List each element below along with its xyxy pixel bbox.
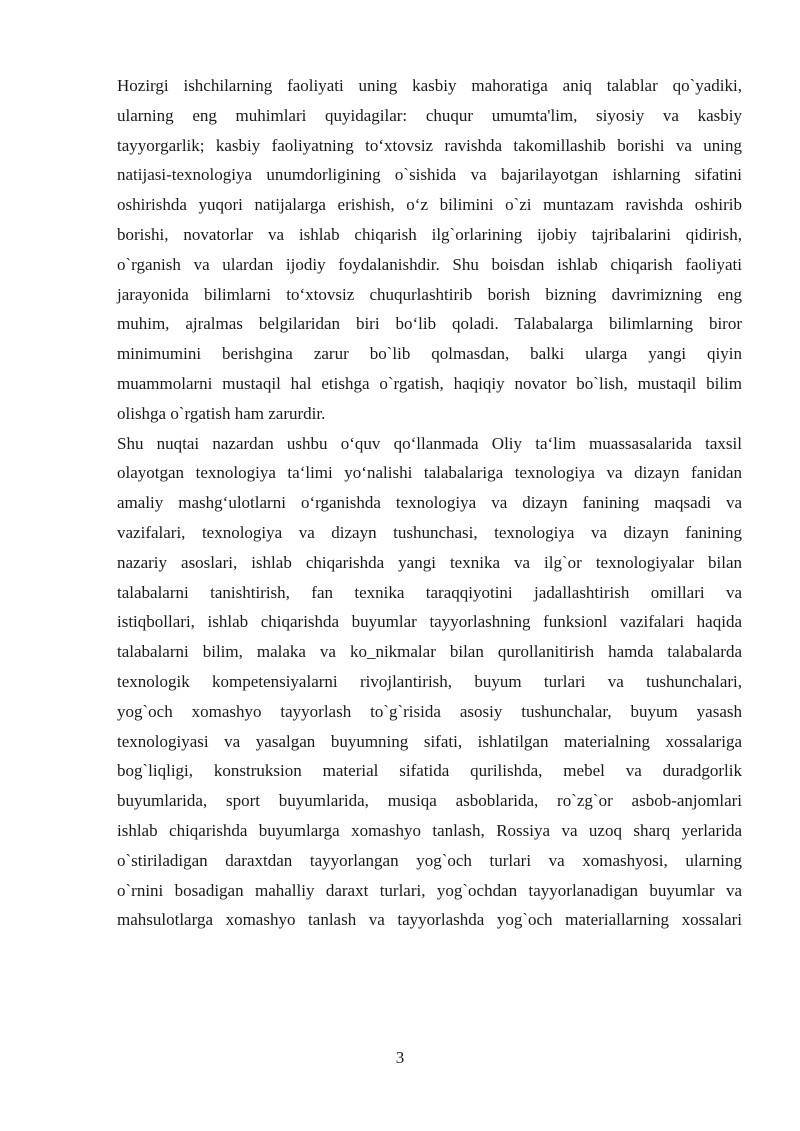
text-line: ishlab chiqarishda buyumlarga xomashyo tanlash, Rossiya va uzoq sharq yerlarida: [117, 820, 742, 840]
text-line: texnologiyasi va yasalgan buyumning sifati, ishlatilgan materialning xossalariga: [117, 731, 742, 751]
text-line: o`rnini bosadigan mahalliy daraxt turlari, yog`ochdan tayyorlanadigan buyumlar va: [117, 880, 742, 900]
text-line: amaliy mashg‘ulotlarni o‘rganishda texnologiya va dizayn fanining maqsadi va: [117, 493, 742, 513]
text-line: muammolarni mustaqil hal etishga o`rgatish, haqiqiy novator bo`lish, mustaqil bilim: [117, 373, 742, 393]
text-line: mahsulotlarga xomashyo tanlash va tayyorlashda yog`och materiallarning xossalari: [117, 910, 742, 930]
text-line: o`stiriladigan daraxtdan tayyorlangan yog`och turlari va xomashyosi, ularning: [117, 850, 742, 870]
text-line: borishi, novatorlar va ishlab chiqarish ilg`orlarining ijobiy tajribalarini qidirish,: [117, 224, 742, 244]
text-line: muhim, ajralmas belgilaridan biri bo‘lib qoladi. Talabalarga bilimlarning biror: [117, 314, 742, 334]
text-line: bog`liqligi, konstruksion material sifatida qurilishda, mebel va duradgorlik: [117, 761, 742, 781]
page-number: 3: [395, 1048, 405, 1067]
text-line: buyumlarida, sport buyumlarida, musiqa asboblarida, ro`zg`or asbob-anjomlari: [117, 791, 742, 811]
text-line: olayotgan texnologiya ta‘limi yo‘nalishi talabalariga texnologiya va dizayn fanidan: [117, 463, 742, 483]
body-text: [117, 71, 742, 935]
paragraph-2: [117, 429, 742, 936]
text-line: o`rganish va ulardan ijodiy foydalanishdir. Shu boisdan ishlab chiqarish faoliyati: [117, 254, 742, 274]
text-line: Shu nuqtai nazardan ushbu o‘quv qo‘llanmada Oliy ta‘lim muassasalarida taxsil: [117, 433, 742, 453]
text-line: yog`och xomashyo tayyorlash to`g`risida asosiy tushunchalar, buyum yasash: [117, 701, 742, 721]
text-line: istiqbollari, ishlab chiqarishda buyumlar tayyorlashning funksionl vazifalari haqida: [117, 612, 742, 632]
text-line: talabalarni bilim, malaka va ko_nikmalar bilan qurollanitirish hamda talabalarda: [117, 642, 742, 662]
text-line: ularning eng muhimlari quyidagilar: chuqur umumta'lim, siyosiy va kasbiy: [117, 105, 742, 125]
paragraph-1: [117, 71, 742, 429]
text-line: nazariy asoslari, ishlab chiqarishda yangi texnika va ilg`or texnologiyalar bilan: [117, 552, 742, 572]
text-line: Hozirgi ishchilarning faoliyati uning kasbiy mahoratiga aniq talablar qo`yadiki,: [117, 76, 742, 95]
text-line: texnologik kompetensiyalarni rivojlantirish, buyum turlari va tushunchalari,: [117, 671, 742, 691]
text-line: natijasi-texnologiya unumdorligining o`sishida va bajarilayotgan ishlarning sifatini: [117, 165, 742, 185]
text-line: minimumini berishgina zarur bo`lib qolmasdan, balki ularga yangi qiyin: [117, 344, 742, 364]
text-line: olishga o`rgatish ham zarurdir.: [117, 403, 326, 423]
text-line: oshirishda yuqori natijalarga erishish, o‘z bilimini o`zi muntazam ravishda oshirib: [117, 195, 742, 215]
text-line: vazifalari, texnologiya va dizayn tushunchasi, texnologiya va dizayn fanining: [117, 522, 742, 542]
text-line: tayyorgarlik; kasbiy faoliyatning to‘xtovsiz ravishda takomillashib borishi va uning: [117, 135, 742, 155]
text-line: jarayonida bilimlarni to‘xtovsiz chuqurlashtirib borish bizning davrimizning eng: [117, 284, 742, 304]
text-line: talabalarni tanishtirish, fan texnika taraqqiyotini jadallashtirish omillari va: [117, 582, 742, 602]
